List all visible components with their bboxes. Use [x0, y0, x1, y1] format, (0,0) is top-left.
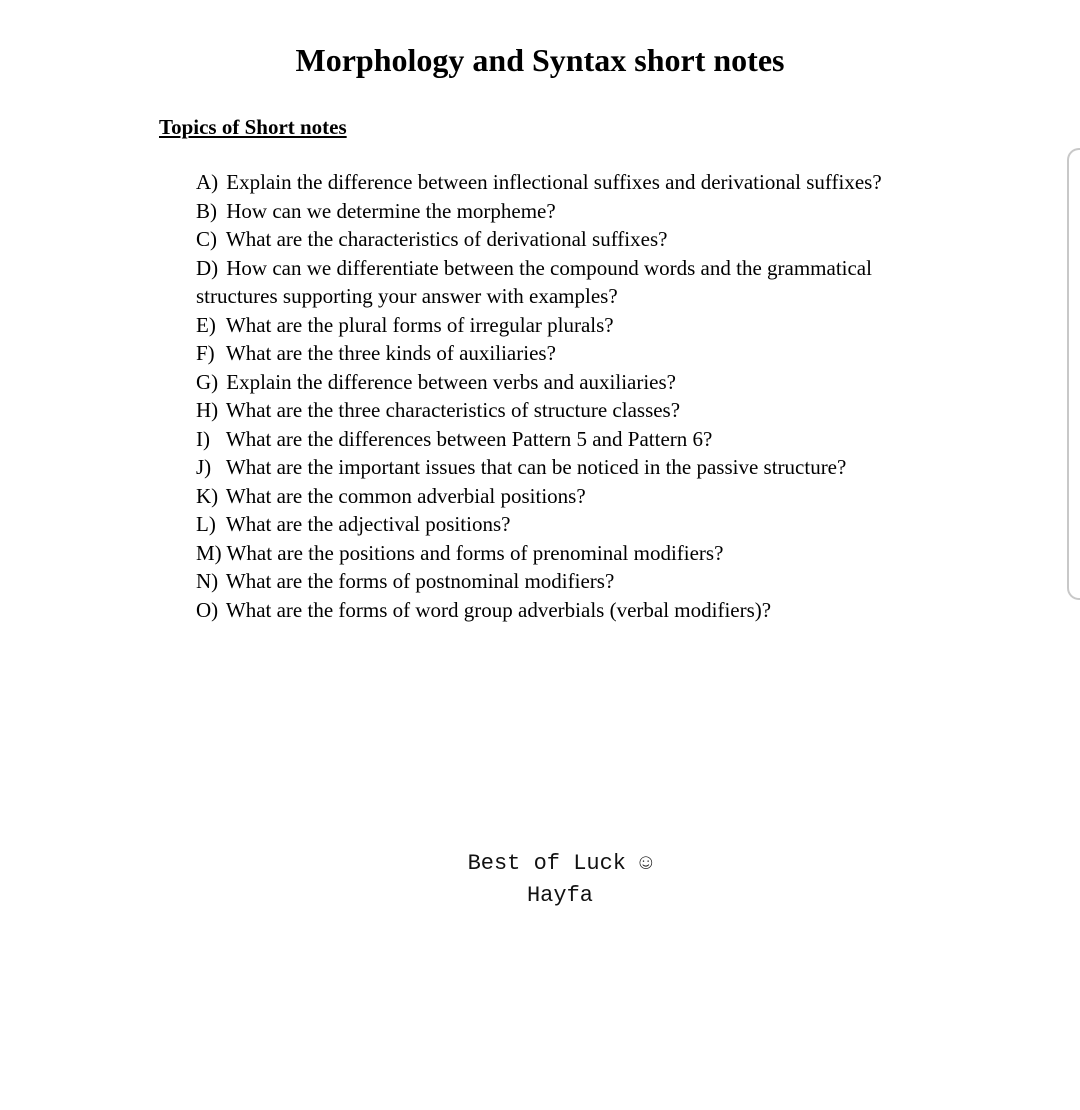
question-text: What are the common adverbial positions? [225, 483, 586, 508]
question-item [196, 539, 936, 568]
question-item [196, 168, 936, 197]
question-item [196, 482, 936, 511]
question-letter: G) [196, 369, 219, 394]
question-text: How can we determine the morpheme? [226, 198, 556, 223]
question-text: Explain the difference between inflectional suffixes and derivational suffixes? [226, 170, 882, 194]
question-text: What are the forms of word group adverbials (verbal modifiers)? [225, 597, 772, 622]
question-letter: L) [196, 512, 216, 536]
question-item [196, 510, 936, 539]
question-item [196, 453, 936, 482]
question-text: What are the adjectival positions? [225, 512, 511, 536]
question-text: Explain the difference between verbs and auxiliaries? [226, 369, 676, 394]
question-text: What are the plural forms of irregular plurals? [225, 312, 614, 337]
question-letter: F) [196, 341, 215, 365]
question-item [196, 567, 936, 596]
question-item [196, 596, 936, 625]
question-letter: I) [196, 426, 210, 451]
question-letter: O) [196, 597, 219, 622]
question-text: What are the important issues that can be noticed in the passive structure? [225, 455, 847, 479]
question-item [196, 254, 936, 311]
question-text: What are the forms of postnominal modifiers? [225, 569, 615, 593]
question-letter: B) [196, 198, 217, 223]
question-item [196, 425, 936, 454]
question-letter: M) [196, 540, 222, 565]
question-item [196, 368, 936, 397]
question-letter: A) [196, 170, 219, 194]
question-item [196, 197, 936, 226]
question-letter: H) [196, 398, 219, 422]
question-letter: K) [196, 483, 219, 508]
side-panel-handle[interactable] [1067, 148, 1080, 600]
question-list [196, 168, 936, 624]
question-text: What are the positions and forms of prenominal modifiers? [226, 540, 724, 565]
question-text: What are the differences between Pattern 5 and Pattern 6? [225, 426, 713, 451]
signoff-author: Hayfa [526, 883, 593, 908]
question-letter: D) [196, 255, 219, 280]
question-text: What are the three kinds of auxiliaries? [225, 341, 556, 365]
question-item [196, 311, 936, 340]
section-heading: Topics of Short notes [159, 115, 347, 139]
question-text: How can we differentiate between the compound words and the grammatical structures supporting your answer with examples? [196, 255, 872, 308]
question-item [196, 225, 936, 254]
question-letter: N) [196, 569, 219, 593]
question-text: What are the characteristics of derivational suffixes? [225, 227, 668, 251]
document-title: Morphology and Syntax short notes [295, 42, 785, 78]
question-text: What are the three characteristics of structure classes? [225, 398, 681, 422]
question-letter: C) [196, 227, 217, 251]
question-item [196, 396, 936, 425]
question-item [196, 339, 936, 368]
signoff [440, 848, 680, 912]
question-letter: J) [196, 455, 212, 479]
signoff-greeting: Best of Luck ☺ [467, 851, 653, 876]
question-letter: E) [196, 312, 216, 337]
